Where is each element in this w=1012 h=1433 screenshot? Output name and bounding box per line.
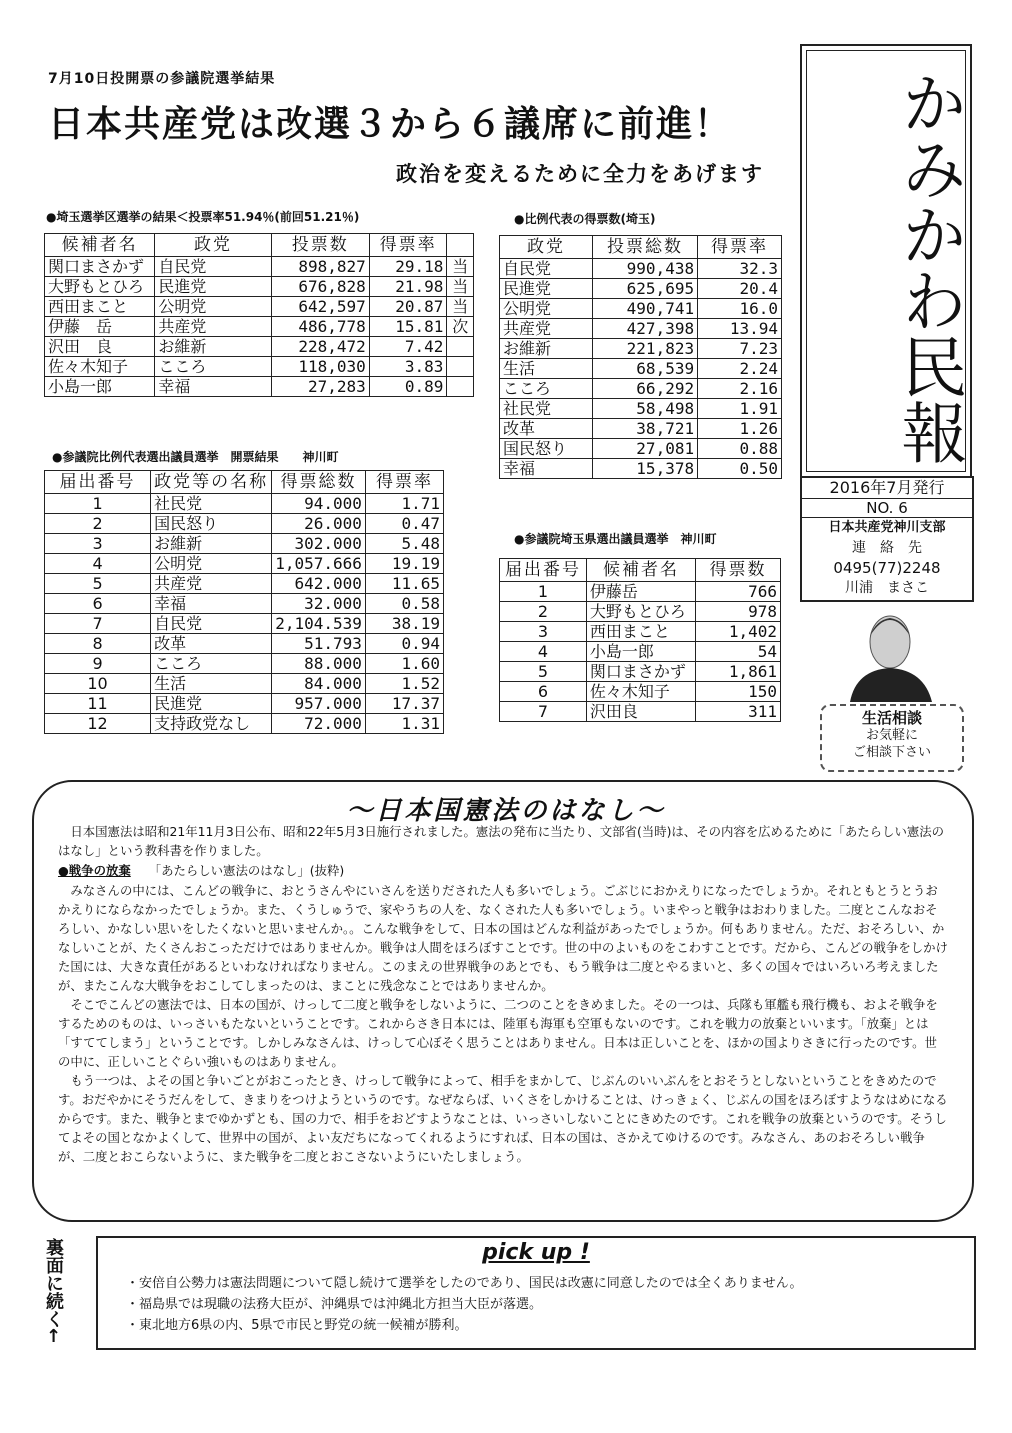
pr-saitama-row bbox=[500, 379, 782, 399]
table-cell: 西田まこと bbox=[45, 297, 155, 317]
pr-saitama-row bbox=[500, 279, 782, 299]
pr-town-row bbox=[45, 594, 444, 614]
table-cell: 公明党 bbox=[151, 554, 272, 574]
table-cell: 伊藤岳 bbox=[586, 582, 695, 602]
table-cell: 11.65 bbox=[365, 574, 443, 594]
table-cell: 大野もとひろ bbox=[45, 277, 155, 297]
table-cell: 関口まさかず bbox=[586, 662, 695, 682]
table-cell: 1.31 bbox=[365, 714, 443, 734]
table-cell: 978 bbox=[696, 602, 781, 622]
pr-town-row bbox=[45, 574, 444, 594]
headline: 日本共産党は改選３から６議席に前進！ bbox=[48, 104, 733, 145]
table-cell: 沢田良 bbox=[586, 702, 695, 722]
table-cell: 51.793 bbox=[272, 634, 366, 654]
column-header bbox=[447, 234, 474, 257]
table-cell: 13.94 bbox=[698, 319, 782, 339]
table-cell: 社民党 bbox=[500, 399, 593, 419]
table-cell: 共産党 bbox=[151, 574, 272, 594]
table-cell: 民進党 bbox=[151, 694, 272, 714]
table-cell: 6 bbox=[500, 682, 587, 702]
article-intro: 日本国憲法は昭和21年11月3日公布、昭和22年5月3日施行されました。憲法の発布に当たり、文部省(当時)は、その内容を広めるために「あたらしい憲法のはなし」という教科書を作りました。 bbox=[58, 824, 945, 858]
table-cell: 幸福 bbox=[155, 377, 271, 397]
district-results-table bbox=[44, 233, 474, 397]
column-header: 得票総数 bbox=[272, 471, 366, 494]
table-cell: 1 bbox=[500, 582, 587, 602]
pr-saitama-row bbox=[500, 339, 782, 359]
table-cell: 228,472 bbox=[271, 337, 369, 357]
table-cell: 54 bbox=[696, 642, 781, 662]
pr-town-row bbox=[45, 514, 444, 534]
table-cell: 社民党 bbox=[151, 494, 272, 514]
table-cell: 生活 bbox=[151, 674, 272, 694]
table-cell: 民進党 bbox=[155, 277, 271, 297]
table-cell: 次 bbox=[447, 317, 474, 337]
table-cell: 共産党 bbox=[155, 317, 271, 337]
contact-person: 川浦 まさこ bbox=[845, 580, 929, 596]
table-cell: 4 bbox=[500, 642, 587, 662]
table-cell: 6 bbox=[45, 594, 151, 614]
column-header: 政党 bbox=[500, 236, 593, 259]
table-cell: 共産党 bbox=[500, 319, 593, 339]
subheadline: 政治を変えるために全力をあげます bbox=[396, 162, 764, 186]
table-cell: こころ bbox=[151, 654, 272, 674]
table-cell: 150 bbox=[696, 682, 781, 702]
district-caption: ●埼玉選挙区選挙の結果＜投票率51.94％(前回51.21％) bbox=[46, 210, 360, 224]
article-section-heading bbox=[58, 861, 948, 880]
table-cell: 自民党 bbox=[500, 259, 593, 279]
table-cell: 29.18 bbox=[369, 257, 447, 277]
table-cell: 0.50 bbox=[698, 459, 782, 479]
contact-label: 連 絡 先 bbox=[852, 540, 922, 556]
table-cell: 21.98 bbox=[369, 277, 447, 297]
table-cell: 17.37 bbox=[365, 694, 443, 714]
table-cell: 957.000 bbox=[272, 694, 366, 714]
table-cell: 佐々木知子 bbox=[45, 357, 155, 377]
table-cell: 公明党 bbox=[155, 297, 271, 317]
table-cell: 490,741 bbox=[592, 299, 697, 319]
column-header: 候補者名 bbox=[586, 559, 695, 582]
article-paragraph: みなさんの中には、こんどの戦争に、おとうさんやにいさんを送りだされた人も多いでしょう。ごぶじにおかえりになったでしょうか。それともとうとうおかえりにならなかったでしょうか。また、くうしゅうで、家やうちの人を、なくされた人も多いでしょう。いまやっと戦争はおわりました。二度とこんなおそろしい、かなしい思いをしたくないと思いませんか。。こんな戦争をして、日本の国はどんな利益があったでしょうか。何もありません。ただ、おそろしい、かなしいことが、たくさんおこっただけではありませんか。戦争は人間をほろぼすことです。世の中のよいものをこわすことです。だから、こんどの戦争をしかけた国には、大きな責任があるといわなければなりません。このまえの世界戦争のあとでも、もう戦争は二度とやるまいと、多くの国々ではいろいろ考えましたが、またこんな大戦争をおこしてしまったのは、まことに残念なことではありませんか。 bbox=[58, 883, 948, 993]
table-cell: 32.000 bbox=[272, 594, 366, 614]
column-header: 届出番号 bbox=[45, 471, 151, 494]
pr-saitama-row bbox=[500, 359, 782, 379]
table-cell: 3.83 bbox=[369, 357, 447, 377]
table-cell: 伊藤 岳 bbox=[45, 317, 155, 337]
district-row bbox=[45, 377, 474, 397]
pr-town-table bbox=[44, 470, 444, 734]
table-cell: 11 bbox=[45, 694, 151, 714]
table-cell: 5 bbox=[45, 574, 151, 594]
table-cell: 7 bbox=[500, 702, 587, 722]
table-cell: 26.000 bbox=[272, 514, 366, 534]
table-header-row bbox=[500, 236, 782, 259]
article-body bbox=[58, 822, 948, 1166]
table-cell: 990,438 bbox=[592, 259, 697, 279]
table-cell: 西田まこと bbox=[586, 622, 695, 642]
table-cell: 3 bbox=[45, 534, 151, 554]
district-town-row bbox=[500, 642, 781, 662]
table-cell: 改革 bbox=[151, 634, 272, 654]
phone: 0495(77)2248 bbox=[833, 559, 941, 577]
column-header: 届出番号 bbox=[500, 559, 587, 582]
table-cell: 38.19 bbox=[365, 614, 443, 634]
table-cell: 当 bbox=[447, 277, 474, 297]
masthead-title: かみかわ民報 bbox=[890, 69, 967, 465]
pr-saitama-row bbox=[500, 259, 782, 279]
table-cell: 0.58 bbox=[365, 594, 443, 614]
district-row bbox=[45, 357, 474, 377]
table-cell: 生活 bbox=[500, 359, 593, 379]
district-town-caption: ●参議院埼玉県選出議員選挙 神川町 bbox=[514, 532, 717, 546]
pr-town-row bbox=[45, 634, 444, 654]
table-cell: 自民党 bbox=[155, 257, 271, 277]
pr-saitama-row bbox=[500, 439, 782, 459]
table-cell: 5.48 bbox=[365, 534, 443, 554]
district-row bbox=[45, 317, 474, 337]
table-cell: 898,827 bbox=[271, 257, 369, 277]
district-row bbox=[45, 257, 474, 277]
table-header-row bbox=[45, 471, 444, 494]
pr-saitama-table bbox=[499, 235, 782, 479]
table-cell: 民進党 bbox=[500, 279, 593, 299]
district-row bbox=[45, 337, 474, 357]
table-cell: 7 bbox=[45, 614, 151, 634]
table-cell: 32.3 bbox=[698, 259, 782, 279]
table-cell: 15.81 bbox=[369, 317, 447, 337]
pr-town-row bbox=[45, 614, 444, 634]
pr-saitama-row bbox=[500, 299, 782, 319]
pr-town-row bbox=[45, 674, 444, 694]
table-cell: 7.23 bbox=[698, 339, 782, 359]
pr-saitama-row bbox=[500, 319, 782, 339]
table-cell: 1.52 bbox=[365, 674, 443, 694]
column-header: 得票率 bbox=[369, 234, 447, 257]
district-town-row bbox=[500, 682, 781, 702]
column-header: 得票数 bbox=[696, 559, 781, 582]
kicker: 7月10日投開票の参議院選挙結果 bbox=[48, 71, 276, 87]
table-cell: 84.000 bbox=[272, 674, 366, 694]
table-cell: 大野もとひろ bbox=[586, 602, 695, 622]
district-town-table bbox=[499, 558, 781, 722]
table-cell: 1,861 bbox=[696, 662, 781, 682]
column-header: 投票数 bbox=[271, 234, 369, 257]
table-cell: 12 bbox=[45, 714, 151, 734]
pickup-item: ・東北地方6県の内、5県で市民と野党の統一候補が勝利。 bbox=[126, 1318, 468, 1333]
table-cell: 2 bbox=[45, 514, 151, 534]
column-header: 得票率 bbox=[365, 471, 443, 494]
table-cell: 427,398 bbox=[592, 319, 697, 339]
table-cell: 66,292 bbox=[592, 379, 697, 399]
table-cell: 0.89 bbox=[369, 377, 447, 397]
table-cell: お維新 bbox=[500, 339, 593, 359]
table-cell: 1.71 bbox=[365, 494, 443, 514]
district-town-row bbox=[500, 582, 781, 602]
table-cell: 302.000 bbox=[272, 534, 366, 554]
table-cell: 642.000 bbox=[272, 574, 366, 594]
table-cell: 10 bbox=[45, 674, 151, 694]
pr-saitama-caption: ●比例代表の得票数(埼玉) bbox=[514, 212, 656, 226]
table-cell: 1,402 bbox=[696, 622, 781, 642]
masthead bbox=[800, 44, 972, 478]
pickup-title: pick up ! bbox=[482, 1240, 590, 1265]
table-cell: 2.16 bbox=[698, 379, 782, 399]
pr-saitama-row bbox=[500, 399, 782, 419]
table-header-row bbox=[45, 234, 474, 257]
table-cell: 支持政党なし bbox=[151, 714, 272, 734]
table-cell bbox=[447, 377, 474, 397]
column-header: 得票率 bbox=[698, 236, 782, 259]
table-cell: 20.4 bbox=[698, 279, 782, 299]
pr-town-row bbox=[45, 494, 444, 514]
table-cell bbox=[447, 357, 474, 377]
table-cell: 2 bbox=[500, 602, 587, 622]
table-cell: 9 bbox=[45, 654, 151, 674]
table-cell: 当 bbox=[447, 257, 474, 277]
issue-date: 2016年7月発行 bbox=[802, 478, 972, 499]
table-cell: 676,828 bbox=[271, 277, 369, 297]
table-cell: 88.000 bbox=[272, 654, 366, 674]
pr-town-row bbox=[45, 554, 444, 574]
table-cell: 38,721 bbox=[592, 419, 697, 439]
column-header: 投票総数 bbox=[592, 236, 697, 259]
table-cell: こころ bbox=[500, 379, 593, 399]
table-cell: 国民怒り bbox=[500, 439, 593, 459]
table-cell: 311 bbox=[696, 702, 781, 722]
table-cell: 5 bbox=[500, 662, 587, 682]
district-row bbox=[45, 297, 474, 317]
table-cell: 72.000 bbox=[272, 714, 366, 734]
table-cell: 1.26 bbox=[698, 419, 782, 439]
table-cell: こころ bbox=[155, 357, 271, 377]
consultation-box bbox=[820, 704, 964, 772]
issue-info bbox=[800, 476, 974, 602]
table-cell: 7.42 bbox=[369, 337, 447, 357]
pr-town-row bbox=[45, 694, 444, 714]
district-town-row bbox=[500, 662, 781, 682]
table-cell: 0.88 bbox=[698, 439, 782, 459]
table-cell: 118,030 bbox=[271, 357, 369, 377]
table-cell: 27,283 bbox=[271, 377, 369, 397]
table-cell: 58,498 bbox=[592, 399, 697, 419]
table-cell: 27,081 bbox=[592, 439, 697, 459]
pr-town-row bbox=[45, 714, 444, 734]
table-cell: 関口まさかず bbox=[45, 257, 155, 277]
article-paragraph: そこでこんどの憲法では、日本の国が、けっして二度と戦争をしないように、二つのことをきめました。その一つは、兵隊も軍艦も飛行機も、およそ戦争をするためのものは、いっさいもたないということです。これからさき日本には、陸軍も海軍も空軍もないのです。これを戦力の放棄といいます。「放棄」とは「すててしまう」ということです。しかしみなさんは、けっして心ぼそく思うことはありません。日本は正しいことを、ほかの国よりさきに行ったのです。世の中に、正しいことぐらい強いものはありません。 bbox=[58, 997, 938, 1069]
table-cell: 幸福 bbox=[500, 459, 593, 479]
table-cell: 1,057.666 bbox=[272, 554, 366, 574]
person-photo-graphic bbox=[846, 606, 936, 702]
continued-note: 裏面に続く← bbox=[43, 1238, 64, 1344]
table-cell: 小島一郎 bbox=[45, 377, 155, 397]
table-cell: 94.000 bbox=[272, 494, 366, 514]
table-cell: 佐々木知子 bbox=[586, 682, 695, 702]
table-cell: 公明党 bbox=[500, 299, 593, 319]
consult-title: 生活相談 bbox=[861, 709, 922, 727]
table-cell: 0.94 bbox=[365, 634, 443, 654]
table-cell: 642,597 bbox=[271, 297, 369, 317]
pickup-item: ・福島県では現職の法務大臣が、沖縄県では沖縄北方担当大臣が落選。 bbox=[126, 1297, 543, 1312]
table-cell: 625,695 bbox=[592, 279, 697, 299]
table-cell: 16.0 bbox=[698, 299, 782, 319]
table-cell: 19.19 bbox=[365, 554, 443, 574]
table-cell: 221,823 bbox=[592, 339, 697, 359]
district-town-row bbox=[500, 702, 781, 722]
district-town-row bbox=[500, 622, 781, 642]
org-name: 日本共産党神川支部 bbox=[828, 520, 946, 535]
district-row bbox=[45, 277, 474, 297]
table-cell: 68,539 bbox=[592, 359, 697, 379]
table-cell bbox=[447, 337, 474, 357]
table-cell: 0.47 bbox=[365, 514, 443, 534]
table-cell: 自民党 bbox=[151, 614, 272, 634]
column-header: 政党等の名称 bbox=[151, 471, 272, 494]
table-header-row bbox=[500, 559, 781, 582]
district-town-row bbox=[500, 602, 781, 622]
table-cell: 8 bbox=[45, 634, 151, 654]
table-cell: 15,378 bbox=[592, 459, 697, 479]
consult-line2: ご相談下さい bbox=[852, 745, 931, 760]
consult-line1: お気軽に bbox=[865, 728, 918, 743]
table-cell: 2.24 bbox=[698, 359, 782, 379]
article-title: ～日本国憲法のはなし～ bbox=[346, 796, 666, 826]
column-header: 政党 bbox=[155, 234, 271, 257]
table-cell: 1 bbox=[45, 494, 151, 514]
pr-town-row bbox=[45, 654, 444, 674]
table-cell: 3 bbox=[500, 622, 587, 642]
pickup-item: ・安倍自公勢力は憲法問題について隠し続けて選挙をしたのであり、国民は改憲に同意したのでは全くありません。 bbox=[126, 1276, 803, 1291]
pr-saitama-row bbox=[500, 419, 782, 439]
table-cell: 20.87 bbox=[369, 297, 447, 317]
pr-saitama-row bbox=[500, 459, 782, 479]
column-header: 候補者名 bbox=[45, 234, 155, 257]
table-cell: 4 bbox=[45, 554, 151, 574]
table-cell: 沢田 良 bbox=[45, 337, 155, 357]
section-label: ●戦争の放棄 bbox=[58, 863, 131, 878]
table-cell: 小島一郎 bbox=[586, 642, 695, 662]
table-cell: 改革 bbox=[500, 419, 593, 439]
table-cell: お維新 bbox=[151, 534, 272, 554]
pr-town-row bbox=[45, 534, 444, 554]
pr-town-caption: ●参議院比例代表選出議員選挙 開票結果 神川町 bbox=[52, 450, 339, 464]
table-cell: 486,778 bbox=[271, 317, 369, 337]
table-cell: 幸福 bbox=[151, 594, 272, 614]
issue-number: NO. 6 bbox=[802, 499, 972, 518]
table-cell: 766 bbox=[696, 582, 781, 602]
table-cell: 国民怒り bbox=[151, 514, 272, 534]
table-cell: 1.91 bbox=[698, 399, 782, 419]
table-cell: 当 bbox=[447, 297, 474, 317]
section-source: 「あたらしい憲法のはなし」(抜粋) bbox=[148, 863, 345, 878]
article-paragraph: もう一つは、よその国と争いごとがおこったとき、けっして戦争によって、相手をまかして、じぶんのいいぶんをとおそうとしないということをきめたのです。おだやかにそうだんをして、きまりをつけようというのです。なぜならば、いくさをしかけることは、けっきょく、じぶんの国をほろぼすようなはめになるからです。また、戦争とまでゆかずとも、国の力で、相手をおどすようなことは、いっさいしないことにきめたのです。これを戦争の放棄というのです。そうしてよその国となかよくして、世界中の国が、よい友だちになってくれるようにすれば、日本の国は、さかえてゆけるのです。みなさん、あのおそろしい戦争が、二度とおこらないように、また戦争を二度とおこさないようにいたしましょう。 bbox=[58, 1073, 948, 1164]
table-cell: お維新 bbox=[155, 337, 271, 357]
table-cell: 1.60 bbox=[365, 654, 443, 674]
table-cell: 2,104.539 bbox=[272, 614, 366, 634]
person-photo bbox=[846, 606, 936, 702]
